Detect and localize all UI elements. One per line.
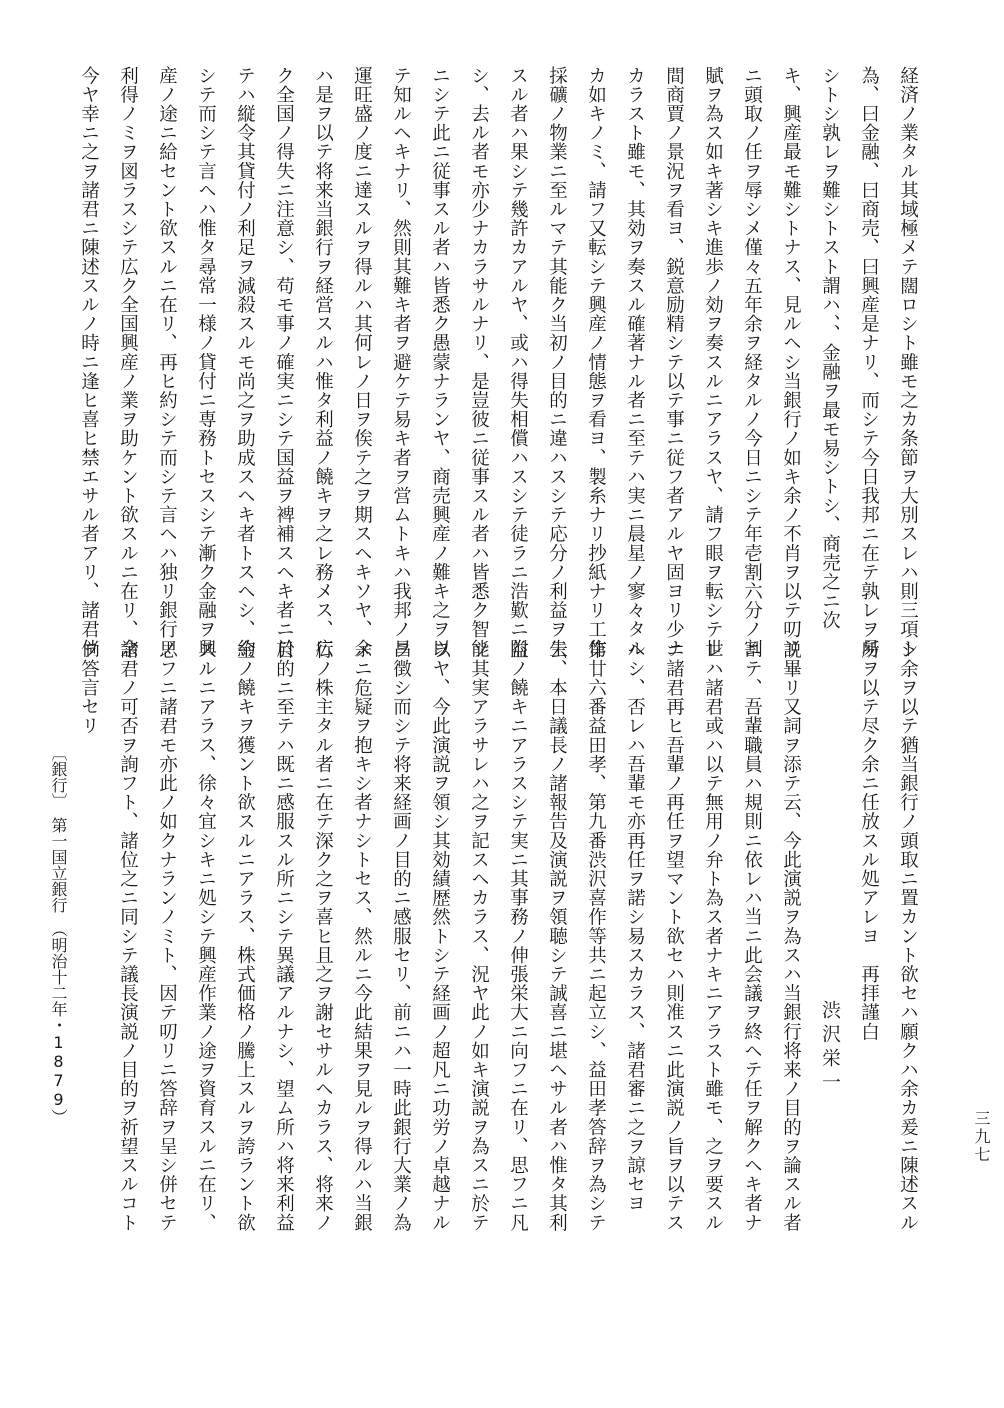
upper-column: ハ是ヲ以テ将来当銀行ヲ経営スルハ惟タ利益ノ饒キヲ之レ務メス、広: [312, 66, 334, 659]
lower-column: 第廿六番益田孝、第九番渋沢喜作等共ニ起立シ、益田孝答辞ヲ為シテ: [585, 640, 607, 1233]
page-number: 三九七: [972, 1110, 991, 1164]
upper-column: ク全国ノ得失ニ注意シ、苟モ事ノ確実ニシテ国益ヲ裨補スヘキ者ニ於: [273, 66, 295, 659]
upper-column: テ知ルヘキナリ、然則其難キ者ヲ避ケテ易キ者ヲ営ムトキハ我邦ノ昌: [390, 66, 412, 659]
upper-column: 為、曰金融、曰商売、曰興産是ナリ、而シテ今日我邦ニ在テ孰レヲ易: [858, 66, 880, 659]
lower-column: 目的ニ至テハ既ニ感服スル所ニシテ異議アルナシ、望ム所ハ将来利益: [273, 640, 295, 1233]
upper-column: 今ヤ幸ニ之ヲ諸君ニ陳述スルノ時ニ逢ヒ喜ヒ禁エサル者アリ、諸君倘: [78, 66, 100, 659]
signature: 渋沢栄一: [819, 1000, 841, 1096]
lower-column: ニテ、吾輩職員ハ規則ニ依レハ当ニ此会議ヲ終ヘテ任ヲ解クヘキ者ナ: [741, 640, 763, 1233]
upper-column: シトシ孰レヲ難シトスト謂ハ、、金融ヲ最モ易シトシ、商売之ニ次: [819, 66, 841, 630]
upper-column: カ如キノミ、請フ又転シテ興産ノ情態ヲ看ヨ、製糸ナリ抄紙ナリ工作: [585, 66, 607, 659]
upper-column: キ、興産最モ難シトナス、見ルヘシ当銀行ノ如キ余ノ不肖ヲ以テ叨リ: [780, 66, 802, 659]
running-footer: 〔銀行〕 第一国立銀行 （明治十二年・1879）: [49, 745, 68, 1125]
lower-column: シ余ヲ以テ猶当銀行ノ頭取ニ置カント欲セハ願クハ余カ爰ニ陳述スル: [897, 640, 919, 1233]
lower-column: 諸君ノ可否ヲ詢フト、諸位之ニ同シテ議長演説ノ目的ヲ祈望スルコト: [117, 640, 139, 1233]
lower-column: レハ諸君或ハ以テ無用ノ弁ト為ス者ナキニアラスト雖モ、之ヲ要スル: [702, 640, 724, 1233]
upper-column: カラスト雖モ、其効ヲ奏スル確著ナル者ニ至テハ実ニ晨星ノ寥々タル: [624, 66, 646, 659]
lower-column: ヲヤ、今此演説ヲ領シ其効績歴然トシテ経画ノ超凡ニ功労ノ卓越ナル: [429, 640, 451, 1233]
upper-column: 産ノ途ニ給セント欲スルニ在リ、再ヒ約シテ而シテ言ヘハ独リ銀行ノ: [156, 66, 178, 659]
lower-column: ヲ答言セリ: [78, 640, 100, 736]
lower-column: 行ノ株主タル者ニ在テ深ク之ヲ喜ヒ且之ヲ謝セサルヘカラス、将来ノ: [312, 640, 334, 1233]
lower-column: 説畢リ又詞ヲ添テ云、今此演説ヲ為スハ当銀行将来ノ目的ヲ論スル者: [780, 640, 802, 1233]
upper-column: 運旺盛ノ度ニ達スルヲ得ルハ其何レノ日ヲ俟テ之ヲ期スヘキソヤ、余: [351, 66, 373, 659]
lower-column: ニ諸君再ヒ吾輩ノ再任ヲ望マント欲セハ則准スニ此演説ノ旨ヲ以テス: [663, 640, 685, 1233]
upper-column: 採礦ノ物業ニ至ルマテ其能ク当初ノ目的ニ違ハスシテ応分ノ利益ヲ生: [546, 66, 568, 659]
lower-column: 云、本日議長ノ諸報告及演説ヲ領聴シテ誠喜ニ堪ヘサル者ハ惟タ其利: [546, 640, 568, 1233]
upper-column: 間商賈ノ景況ヲ看ヨ、鋭意励精シテ以テ事ニ従フ者アルヤ固ヨリ少ナ: [663, 66, 685, 659]
lower-column: 思フニ諸君モ亦此ノ如クナランノミト、因テ叨リニ答辞ヲ呈シ併セテ: [156, 640, 178, 1233]
lower-column: スルニアラス、徐々宜シキニ処シテ興産作業ノ途ヲ資育スルニ在リ、: [195, 640, 217, 1233]
lower-column: ヘシ、否レハ吾輩モ亦再任ヲ諾シ易スカラス、諸君審ニ之ヲ諒セヨ: [624, 640, 646, 1213]
lower-column: 金ノ饒キヲ獲ント欲スルニアラス、株式価格ノ騰上スルヲ誇ラント欲: [234, 640, 256, 1233]
upper-column: 経済ノ業タル其域極メテ闊ロシト雖モ之カ条節ヲ大別スレハ則三項ト: [897, 66, 919, 659]
lower-column: 所ヲ以テ尽ク余ニ任放スル処アレヨ 再拝謹白: [858, 640, 880, 1042]
upper-column: シ、去ル者モ亦少ナカラサルナリ、是豈彼ニ従事スル者ハ皆悉ク智能: [468, 66, 490, 659]
lower-column: 益ノ饒キニアラスシテ実ニ其事務ノ伸張栄大ニ向フニ在リ、思フニ凡: [507, 640, 529, 1233]
upper-column: ニシテ此ニ従事スル者ハ皆悉ク愚蒙ナランヤ、商売興産ノ難キ之ヲ以: [429, 66, 451, 659]
lower-column: ソ其実アラサレハ之ヲ記スヘカラス、況ヤ此ノ如キ演説ヲ為スニ於テ: [468, 640, 490, 1233]
upper-column: 利得ノミヲ図ラスシテ広ク全国興産ノ業ヲ助ケント欲スルニ在リ、余: [117, 66, 139, 659]
lower-column: ヲ徴シ而シテ将来経画ノ目的ニ感服セリ、前ニハ一時此銀行大業ノ為: [390, 640, 412, 1233]
upper-column: シテ而シテ言ヘハ惟タ尋常一様ノ貸付ニ専務トセスシテ漸ク金融ヲ興: [195, 66, 217, 659]
upper-column: ニ頭取ノ任ヲ辱シメ僅々五年余ヲ経タルノ今日ニシテ年壱割六分ノ割: [741, 66, 763, 659]
upper-column: テハ縦令其貸付ノ利足ヲ減殺スルモ尚之ヲ助成スヘキ者トスヘシ、約: [234, 66, 256, 659]
upper-column: 賦ヲ為ス如キ著シキ進歩ノ効ヲ奏スルニアラスヤ、請フ眼ヲ転シテ世: [702, 66, 724, 659]
lower-column: メニ危疑ヲ抱キシ者ナシトセス、然ルニ今此結果ヲ見ルヲ得ルハ当銀: [351, 640, 373, 1233]
upper-column: スル者ハ果シテ幾許カアルヤ、或ハ得失相償ハスシテ徒ラニ浩歎ニ附: [507, 66, 529, 659]
